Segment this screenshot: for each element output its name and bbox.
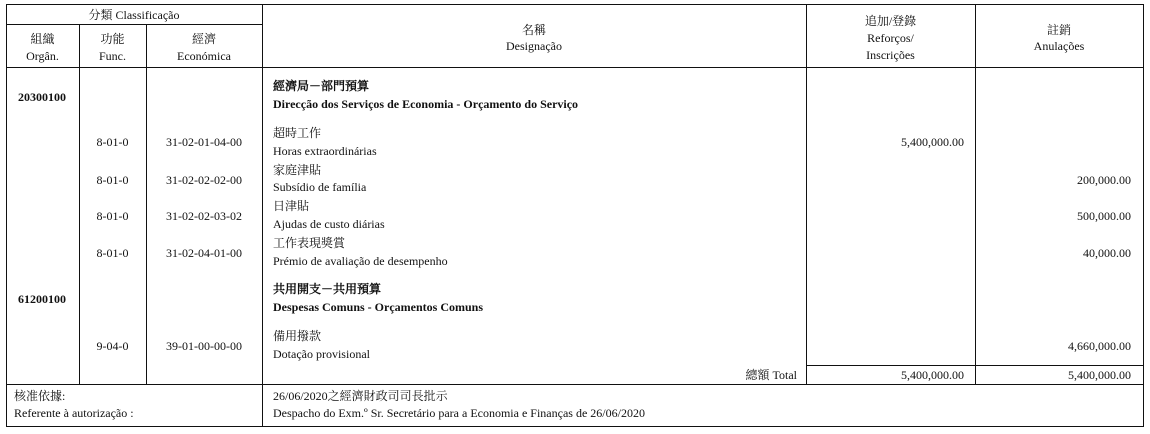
row-designation-zh: 工作表現獎賞 bbox=[273, 236, 346, 250]
row-designation-zh: 家庭津貼 bbox=[273, 163, 322, 177]
rule-bottom bbox=[6, 426, 1144, 427]
group-title-zh: 經濟局－部門預算 bbox=[273, 79, 370, 93]
authorization-value-zh: 26/06/2020之經濟財政司司長批示 bbox=[273, 389, 448, 403]
row-annulment: 4,660,000.00 bbox=[1068, 339, 1131, 353]
group-organ-code: 20300100 bbox=[18, 90, 66, 104]
row-designation-pt: Ajudas de custo diárias bbox=[273, 217, 385, 231]
header-func-pt: Func. bbox=[99, 49, 126, 63]
total-reinforcements: 5,400,000.00 bbox=[901, 368, 964, 382]
rule-left bbox=[6, 4, 7, 427]
row-econ: 31-02-02-02-00 bbox=[166, 173, 242, 187]
row-designation-zh: 日津貼 bbox=[273, 199, 310, 213]
row-func: 8-01-0 bbox=[96, 246, 129, 260]
header-reinforcements-zh: 追加/登錄 bbox=[864, 14, 917, 28]
row-annulment: 200,000.00 bbox=[1077, 173, 1131, 187]
row-designation-pt: Horas extraordinárias bbox=[273, 144, 377, 158]
row-designation-pt: Subsídio de família bbox=[273, 180, 367, 194]
rule-right bbox=[1143, 4, 1144, 427]
budget-table bbox=[6, 4, 1144, 428]
group-title-pt: Direcção dos Serviços de Economia - Orçamento do Serviço bbox=[273, 97, 579, 111]
total-annulments: 5,400,000.00 bbox=[1068, 368, 1131, 382]
rule-header-bottom bbox=[6, 67, 1144, 68]
header-econ-pt: Económica bbox=[177, 49, 231, 63]
header-func-zh: 功能 bbox=[100, 32, 125, 46]
rule-top bbox=[6, 4, 1144, 5]
group-organ-code: 61200100 bbox=[18, 292, 66, 306]
rule-reinf bbox=[975, 4, 976, 385]
authorization-label-zh: 核准依據: bbox=[14, 389, 66, 403]
row-func: 9-04-0 bbox=[96, 339, 129, 353]
row-econ: 31-02-02-03-02 bbox=[166, 209, 242, 223]
rule-func bbox=[146, 24, 147, 385]
row-designation-pt: Dotação provisional bbox=[273, 347, 370, 361]
group-title-zh: 共用開支－共用預算 bbox=[273, 282, 382, 296]
row-func: 8-01-0 bbox=[96, 209, 129, 223]
authorization-value-pt: Despacho do Exm.º Sr. Secretário para a Economia e Finanças de 26/06/2020 bbox=[273, 406, 645, 420]
header-organ-zh: 組織 bbox=[30, 32, 55, 46]
rule-econ bbox=[262, 4, 263, 427]
row-designation-zh: 超時工作 bbox=[273, 126, 322, 140]
group-title-pt: Despesas Comuns - Orçamentos Comuns bbox=[273, 300, 484, 314]
total-label: 總額 Total bbox=[745, 368, 797, 382]
header-annulments-zh: 註銷 bbox=[1046, 23, 1071, 37]
rule-organ bbox=[79, 24, 80, 385]
row-econ: 31-02-04-01-00 bbox=[166, 246, 242, 260]
authorization-label-pt: Referente à autorização : bbox=[14, 406, 134, 420]
rule-classification bbox=[6, 24, 262, 25]
header-designation-zh: 名稱 bbox=[521, 23, 546, 37]
header-designation-pt: Designação bbox=[506, 39, 562, 53]
rule-total-bottom bbox=[6, 384, 1144, 385]
row-func: 8-01-0 bbox=[96, 135, 129, 149]
header-econ-zh: 經濟 bbox=[191, 32, 216, 46]
row-func: 8-01-0 bbox=[96, 173, 129, 187]
row-designation-pt: Prémio de avaliação de desempenho bbox=[273, 254, 448, 268]
header-reinforcements-pt2: Inscrições bbox=[866, 48, 915, 62]
header-classification: 分類 Classificação bbox=[88, 8, 180, 22]
row-annulment: 500,000.00 bbox=[1077, 209, 1131, 223]
row-econ: 39-01-00-00-00 bbox=[166, 339, 242, 353]
header-organ-pt: Orgân. bbox=[26, 49, 59, 63]
row-econ: 31-02-01-04-00 bbox=[166, 135, 242, 149]
row-designation-zh: 備用撥款 bbox=[273, 329, 322, 343]
row-reinforcement: 5,400,000.00 bbox=[901, 135, 964, 149]
header-reinforcements-pt1: Reforços/ bbox=[867, 31, 914, 45]
header-annulments-pt: Anulações bbox=[1033, 39, 1085, 53]
row-annulment: 40,000.00 bbox=[1083, 246, 1131, 260]
